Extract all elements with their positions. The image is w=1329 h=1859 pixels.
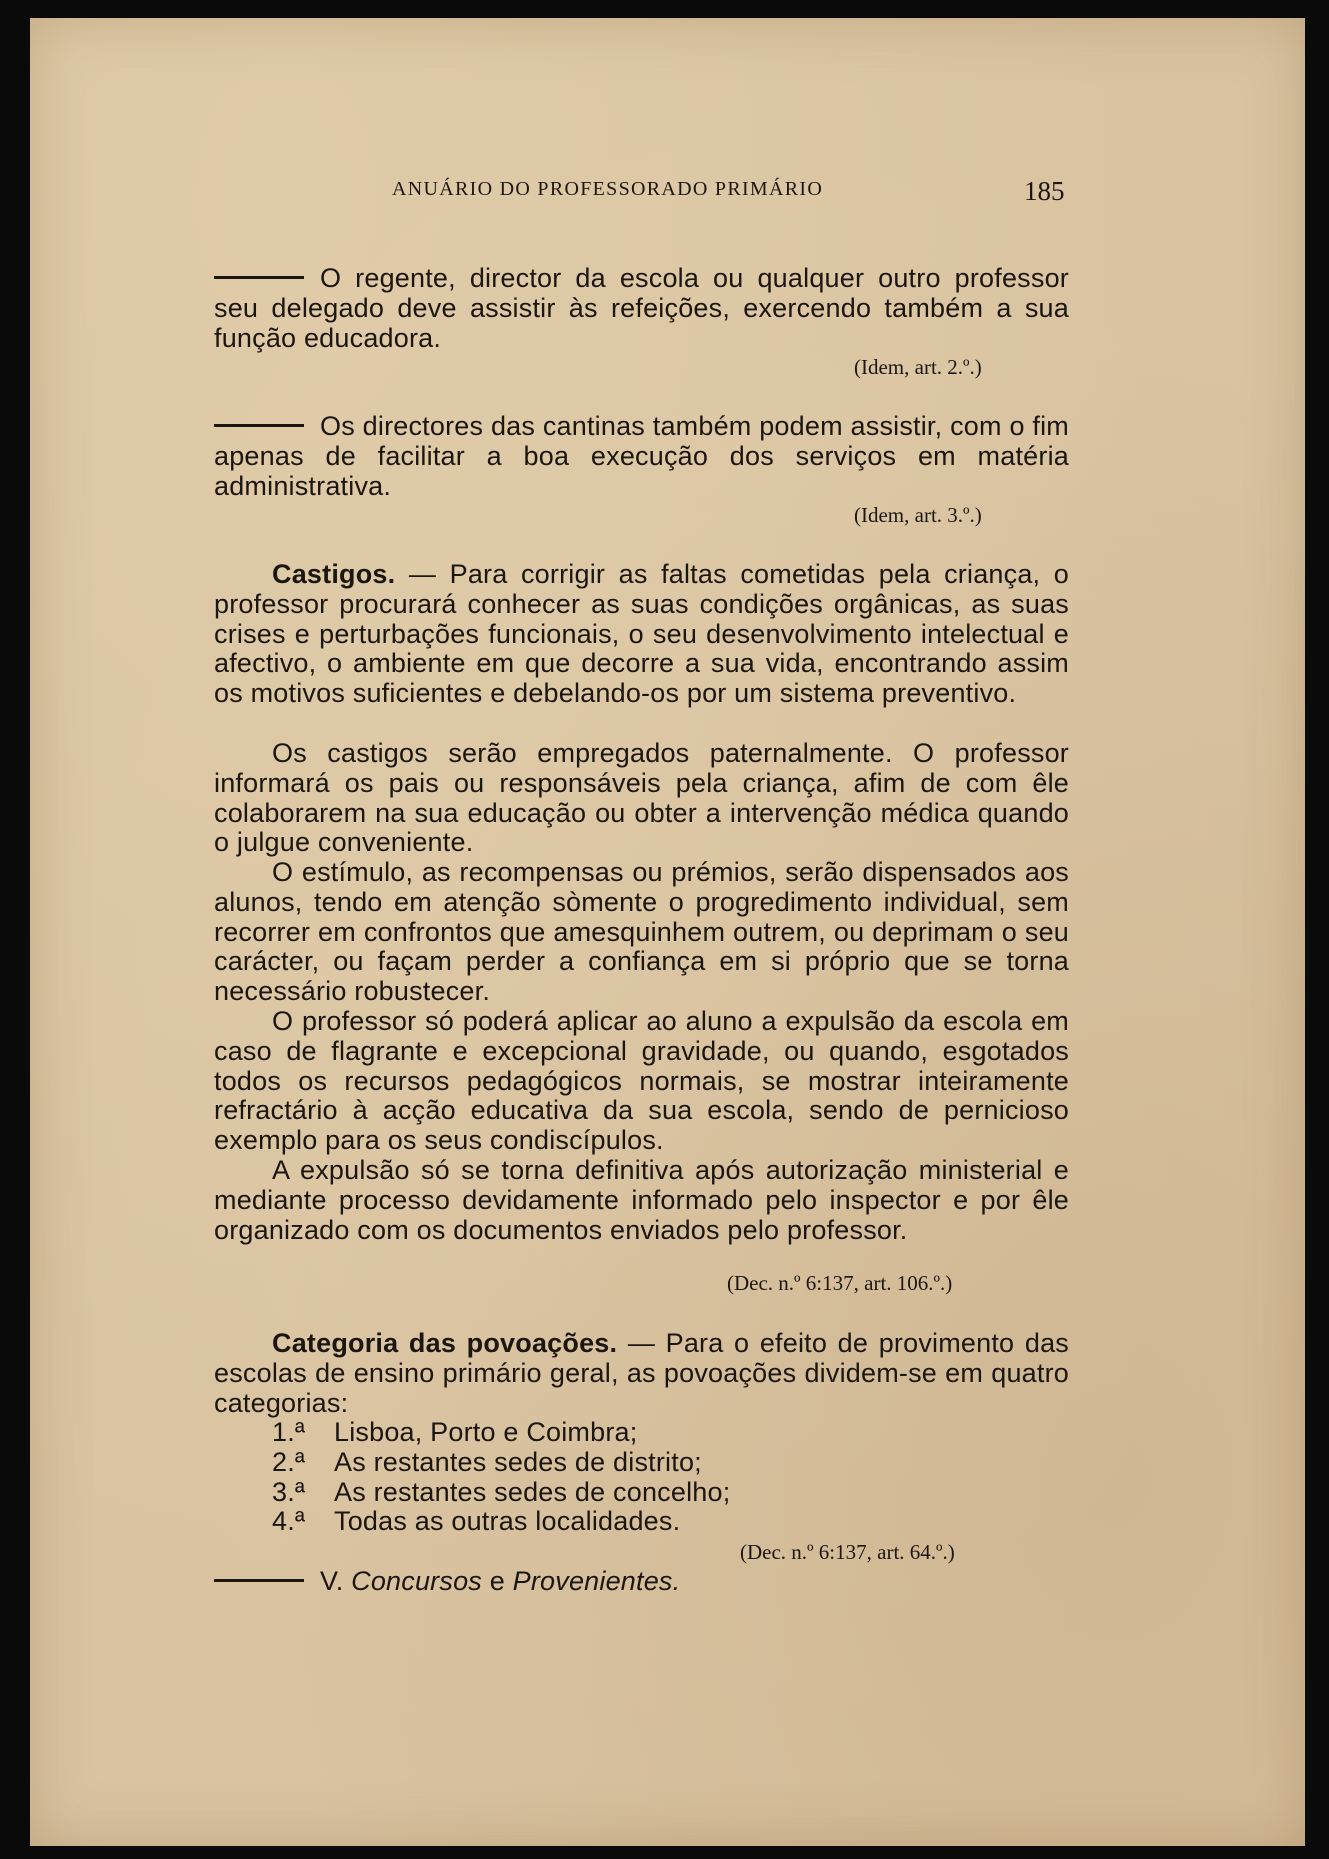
entry-text: O regente, director da escola ou qualquer outro professor seu delegado deve assistir às refeições, exercendo também a sua função educadora. [214, 263, 1069, 353]
list-text: Todas as outras localidades. [334, 1506, 681, 1537]
list-item [272, 1507, 730, 1537]
list-number: 4.ª [272, 1506, 306, 1537]
castigos-reference: (Dec. n.º 6:137, art. 106.º.) [727, 1271, 953, 1295]
castigos-paragraph-4: O professor só poderá aplicar ao aluno a expulsão da escola em caso de flagrante e excepcional gravidade, ou quando, esgotados todos os recursos pedagógicos normais, se mostrar inteiramente refractário à acção educativa da sua escola, sendo de pernicioso exemplo para os seus condiscípulos. [214, 1006, 1069, 1156]
list-item [272, 1418, 730, 1448]
paragraph-text: — Para o efeito de provimento das escolas de ensino primário geral, as povoações dividem-se em quatro categorias: [214, 1328, 1070, 1418]
paragraph-text: — Para corrigir as faltas cometidas pela criança, o professor procurará conhecer as suas condições orgânicas, as suas crises e perturbações funcionais, o seu desenvolvimento intelectual e afectivo, o ambiente em que decorre a sua vida, encontrando assim os motivos suficientes e debelando-os por um sistema preventivo. [214, 559, 1069, 709]
entry-reference: (Idem, art. 2.º.) [854, 355, 982, 379]
entry-dash [214, 424, 304, 427]
xref-term-1: Concursos [351, 1566, 482, 1596]
running-title: ANUÁRIO DO PROFESSORADO PRIMÁRIO [392, 178, 824, 200]
xref-conjunction: e [489, 1566, 505, 1596]
castigos-paragraph-1 [214, 560, 1069, 709]
castigos-paragraph-3: O estímulo, as recompensas ou prémios, serão dispensados aos alunos, tendo em atenção sòmente o progredimento individual, sem recorrer em confrontos que amesquinhem outrem, ou deprimam o seu carácter, ou façam perder a confiança em si próprio que se torna necessário robustecer. [214, 857, 1069, 1007]
entry-dash [214, 1579, 304, 1582]
categoria-heading: Categoria das povoações. [272, 1328, 618, 1358]
page-number: 185 [1024, 176, 1065, 206]
list-text: As restantes sedes de distrito; [334, 1446, 702, 1477]
list-number: 3.ª [272, 1476, 306, 1507]
castigos-paragraph-2: Os castigos serão empregados paternalmente. O professor informará os pais ou responsáveis pela criança, afim de com êle colaborarem na sua educação ou obter a intervenção médica quando o julgue conveniente. [214, 738, 1069, 858]
list-number: 2.ª [272, 1446, 306, 1477]
castigos-heading: Castigos. [272, 559, 396, 589]
entry-reference: (Idem, art. 3.º.) [854, 503, 982, 527]
list-number: 1.ª [272, 1417, 306, 1447]
list-item [272, 1478, 730, 1508]
entry-regente [214, 264, 1069, 353]
castigos-paragraph-5: A expulsão só se torna definitiva após autorização ministerial e mediante processo devidamente informado pelo inspector e por êle organizado com os documentos enviados pelo professor. [214, 1155, 1069, 1245]
list-item [272, 1448, 730, 1478]
entry-dash [214, 276, 304, 279]
list-text: As restantes sedes de concelho; [334, 1476, 731, 1507]
entry-directores [214, 412, 1069, 501]
categoria-list [272, 1418, 730, 1537]
cross-reference [214, 1567, 680, 1597]
list-text: Lisboa, Porto e Coimbra; [334, 1417, 638, 1447]
xref-term-2: Provenientes. [512, 1566, 681, 1596]
categoria-paragraph [214, 1329, 1069, 1418]
xref-prefix: V. [320, 1566, 344, 1596]
entry-text: Os directores das cantinas também podem assistir, com o fim apenas de facilitar a boa execução dos serviços em matéria administrativa. [214, 411, 1069, 501]
categoria-reference: (Dec. n.º 6:137, art. 64.º.) [740, 1540, 955, 1564]
book-page [30, 18, 1305, 1846]
